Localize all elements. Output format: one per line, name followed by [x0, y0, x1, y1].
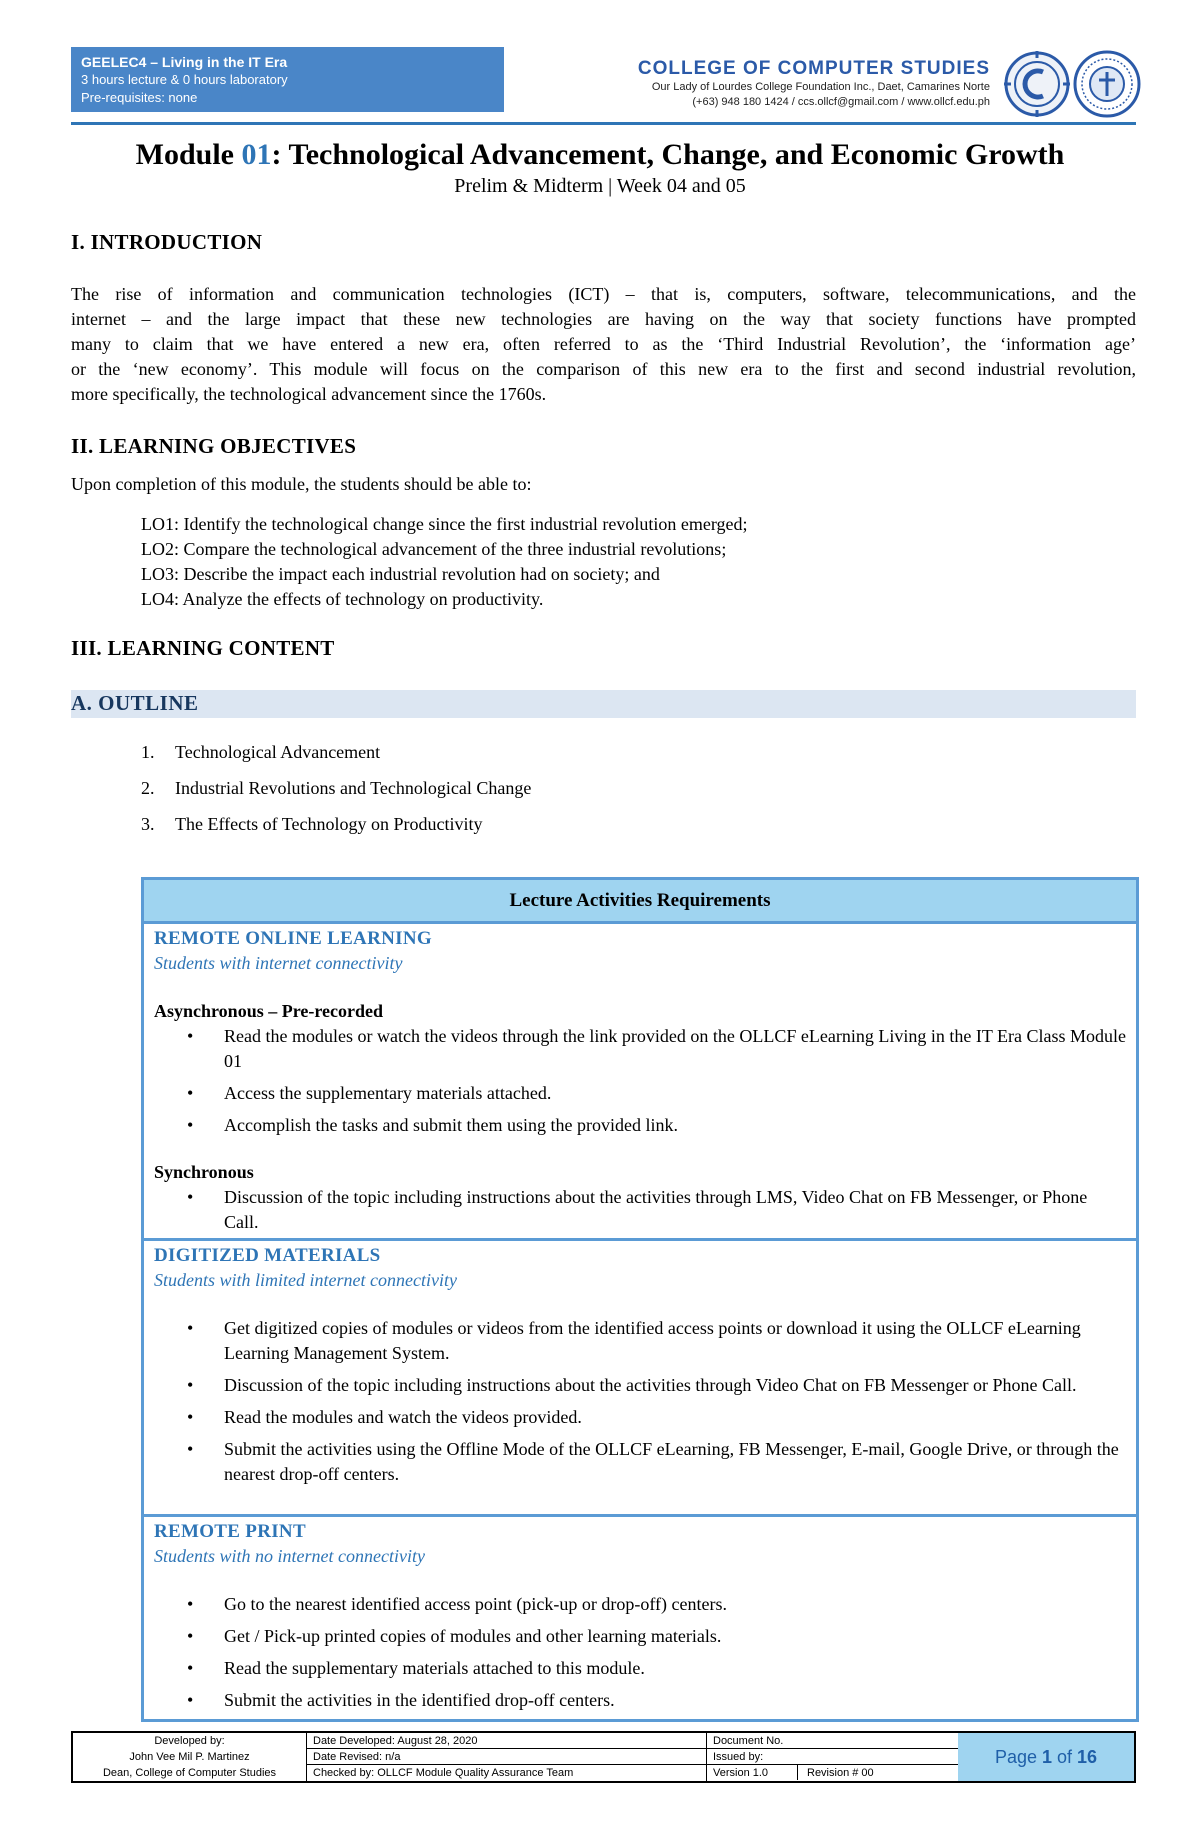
college-name: COLLEGE OF COMPUTER STUDIES	[637, 58, 990, 79]
outline-number: 3.	[141, 814, 155, 834]
bullet-item: • Read the modules and watch the videos provided.	[154, 1405, 1126, 1430]
remote-online-section	[144, 924, 1136, 1241]
bullet-item: • Submit the activities in the identified drop-off centers.	[154, 1688, 1126, 1713]
outline-item	[141, 778, 531, 814]
bullet-item: • Accomplish the tasks and submit them using the provided link.	[154, 1113, 1126, 1138]
bullet-item: • Submit the activities using the Offline Mode of the OLLCF eLearning, FB Messenger, E-mail, Google Drive, or through the nearest drop-off centers.	[154, 1437, 1126, 1487]
section-title: DIGITIZED MATERIALS	[154, 1245, 381, 1266]
objectives-heading: II. LEARNING OBJECTIVES	[71, 434, 357, 458]
date-developed: Date Developed: August 28, 2020	[307, 1733, 706, 1749]
developer-role: Dean, College of Computer Studies	[102, 1767, 277, 1779]
section-subtitle: Students with internet connectivity	[154, 953, 403, 973]
objective-item: LO1: Identify the technological change since the first industrial revolution emerged;	[141, 514, 748, 534]
outline-number: 1.	[141, 742, 155, 762]
section-subtitle: Students with no internet connectivity	[154, 1546, 425, 1566]
developer-name: John Vee Mil P. Martinez	[129, 1751, 250, 1763]
ccs-logo-icon	[1003, 50, 1071, 118]
header-divider	[71, 122, 1136, 125]
college-contact: (+63) 948 180 1424 / ccs.ollcf@gmail.com / www.ollcf.edu.ph	[692, 96, 990, 108]
objectives-list	[141, 512, 747, 612]
introduction-paragraph	[71, 282, 1136, 407]
objective-item: LO4: Analyze the effects of technology on productivity.	[141, 589, 544, 609]
course-hours: 3 hours lecture & 0 hours laboratory	[81, 72, 288, 87]
page-of: of	[1052, 1747, 1078, 1767]
outline-text: The Effects of Technology on Productivity	[175, 814, 483, 834]
page-current: 1	[1041, 1747, 1052, 1767]
version: Version 1.0	[713, 1767, 769, 1779]
module-number: 01	[241, 138, 272, 171]
outline-heading-bar	[71, 690, 1136, 718]
bullet-item: • Access the supplementary materials attached.	[154, 1081, 1126, 1106]
course-prerequisites: Pre-requisites: none	[81, 90, 198, 105]
remote-print-section	[144, 1517, 1136, 1719]
intro-line: or the ‘new economy’. This module will focus on the comparison of this new era to the first and second industrial revolution,	[71, 359, 1136, 379]
bullet-item: • Get digitized copies of modules or videos from the identified access points or download it using the OLLCF eLearning Learning Management System.	[154, 1316, 1126, 1366]
document-number: Document No.	[707, 1733, 959, 1749]
digitized-materials-section	[144, 1241, 1136, 1517]
issued-by: Issued by:	[707, 1749, 959, 1765]
intro-line: The rise of information and communication technologies (ICT) – that is, computers, software, telecommunications, and the	[71, 284, 1136, 304]
footer-developer-col	[73, 1733, 307, 1781]
page-total: 16	[1077, 1747, 1098, 1767]
ollcf-seal-icon	[1073, 50, 1141, 118]
section-title: REMOTE PRINT	[154, 1521, 306, 1542]
intro-line: internet – and the large impact that these new technologies are having on the way that society functions have prompted	[71, 309, 1136, 329]
page-indicator	[958, 1733, 1134, 1781]
outline-item	[141, 814, 531, 850]
bullet-item: • Discussion of the topic including instructions about the activities through Video Chat on FB Messenger or Phone Call.	[154, 1373, 1126, 1398]
section-title: REMOTE ONLINE LEARNING	[154, 928, 432, 949]
intro-line: more specifically, the technological advancement since the 1760s.	[71, 384, 547, 404]
date-revised: Date Revised: n/a	[307, 1749, 706, 1765]
objective-item: LO3: Describe the impact each industrial revolution had on society; and	[141, 564, 660, 584]
outline-list	[141, 742, 531, 850]
lecture-requirements-table	[141, 877, 1139, 1722]
sync-label: Synchronous	[154, 1162, 254, 1182]
objectives-lead: Upon completion of this module, the students should be able to:	[71, 474, 532, 494]
introduction-heading: I. INTRODUCTION	[71, 230, 263, 254]
revision: Revision # 00	[807, 1767, 874, 1779]
outline-heading: A. OUTLINE	[71, 691, 199, 715]
module-title-text: : Technological Advancement, Change, and Economic Growth	[271, 138, 1065, 171]
bullet-item: • Read the modules or watch the videos through the link provided on the OLLCF eLearning Living in the IT Era Class Module 01	[154, 1024, 1126, 1074]
table-heading: Lecture Activities Requirements	[144, 880, 1136, 924]
footer-dates-col	[307, 1733, 707, 1781]
objective-item: LO2: Compare the technological advancement of the three industrial revolutions;	[141, 539, 727, 559]
page-label: Page	[994, 1747, 1042, 1767]
bullet-item: • Discussion of the topic including instructions about the activities through LMS, Video Chat on FB Messenger, or Phone Call.	[154, 1185, 1126, 1235]
content-heading: III. LEARNING CONTENT	[71, 636, 335, 660]
intro-line: many to claim that we have entered a new era, often referred to as the ‘Third Industrial Revolution’, the ‘information age’	[71, 334, 1136, 354]
bullet-item: • Read the supplementary materials attached to this module.	[154, 1656, 1126, 1681]
document-footer	[71, 1731, 1136, 1783]
module-title-prefix: Module	[135, 138, 242, 171]
college-address: Our Lady of Lourdes College Foundation Inc., Daet, Camarines Norte	[651, 81, 990, 93]
outline-text: Industrial Revolutions and Technological Change	[175, 778, 532, 798]
college-header	[638, 58, 990, 110]
module-subtitle: Prelim & Midterm | Week 04 and 05	[454, 175, 746, 197]
outline-text: Technological Advancement	[175, 742, 381, 762]
async-label: Asynchronous – Pre-recorded	[154, 1001, 383, 1021]
course-title: GEELEC4 – Living in the IT Era	[81, 54, 288, 70]
outline-number: 2.	[141, 778, 155, 798]
section-subtitle: Students with limited internet connectivity	[154, 1270, 457, 1290]
bullet-item: • Get / Pick-up printed copies of modules and other learning materials.	[154, 1624, 1126, 1649]
footer-doc-col	[707, 1733, 960, 1781]
module-title	[0, 138, 1200, 172]
bullet-item: • Go to the nearest identified access point (pick-up or drop-off) centers.	[154, 1592, 1126, 1617]
developed-by-label: Developed by:	[154, 1735, 225, 1747]
version-row	[707, 1765, 959, 1781]
course-info-box	[71, 47, 504, 112]
outline-item	[141, 742, 531, 778]
checked-by: Checked by: OLLCF Module Quality Assurance Team	[313, 1767, 574, 1779]
